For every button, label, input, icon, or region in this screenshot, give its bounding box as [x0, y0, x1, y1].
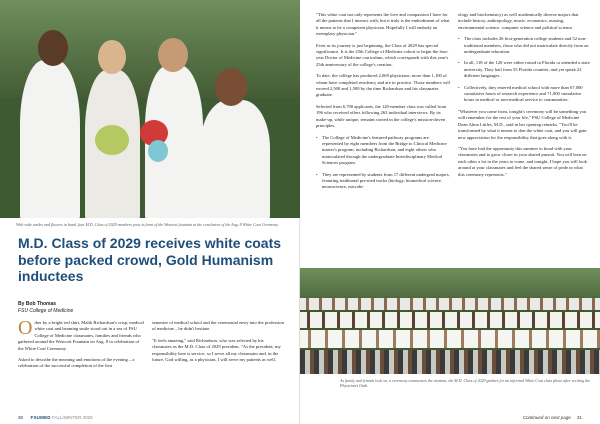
- paragraph: "It feels amazing," said Richardson, who was selected by his classmates as the M.D. Class of 2029 president. "As the president, my responsibility here is service, so I serve all my classmates and, in the future, God willing, as a physician, I will serve my patients as well.: [152, 337, 281, 363]
- right-column-1: [316, 12, 451, 196]
- article-headline: M.D. Class of 2029 receives white coats before packed crowd, Gold Humanism inductees: [18, 235, 282, 284]
- bullet-list: [458, 36, 590, 104]
- paragraph: ther by a bright red shirt, Malik Richardson's crisp, medical white coat and beaming smile stood out in a sea of FSU College of Medicine classmates, families and friends who gathered around the Westcott Fountain on Aug. 8 in celebration of the White Coat Ceremony.: [18, 320, 144, 351]
- left-column-1: [18, 317, 144, 375]
- graduates-photo: [0, 0, 300, 218]
- bullet-item: • The College of Medicine's featured pathway programs are represented by eight members from the Bridge to Clinical Medicine master's program, including Richardson, and eight others who matriculated through the undergraduate Interdisciplinary Medical Sciences program.: [316, 135, 451, 167]
- bullet-item: • In all, 118 of the 120 were either raised in Florida or attended a state university. They hail from 55 Florida counties, and yet speak 22 different languages.: [458, 60, 590, 79]
- right-footer: [523, 415, 582, 420]
- continued-note: Continued on next page: [522, 415, 571, 420]
- paragraph: To date, the college has produced 2,069 physicians; more than 1,100 of whom have completed residency and are in practice. Those numbers will exceed 2,500 and 1,500 by the time Richardson and his classmates graduate.: [316, 73, 450, 98]
- left-footer: [18, 415, 93, 420]
- paragraph: semester of medical school and the ceremonial entry into the profession of medicine – he didn't hesitate.: [152, 320, 284, 332]
- paragraph: "Whatever you come from, tonight's ceremony will be something you will remember for the rest of your life," FSU College of Medicine Dean Alma Littles, M.D., said in her opening remarks. "You'll be transformed by what it means to don the white coat, and you will gain new appreciation for the responsibility that goes along with it.: [458, 108, 587, 140]
- paragraph: Even as its journey is just beginning, the Class of 2029 has special significance. It is the 25th College of Medicine cohort to begin the four-year Doctor of Medicine curriculum, which corresponds with this year's 25th anniversary of the college's creation.: [316, 42, 449, 67]
- paragraph: Asked to describe the meaning and emotions of the evening – a celebration of the successful completion of the first: [18, 357, 135, 369]
- byline-org: FSU College of Medicine: [18, 307, 74, 314]
- byline: [18, 301, 73, 314]
- left-column-2: [152, 320, 284, 368]
- bullet-list: [316, 135, 451, 191]
- class-photo: [300, 268, 600, 374]
- bullet-item: • They are represented by students from 17 different undergrad majors, featuring traditional pre-med tracks (biology, biomedical science, neuroscience, microbi-: [316, 172, 451, 191]
- issue-label: FALL/WINTER 2025: [52, 415, 93, 420]
- bullet-item: • The class includes 26 first-generation college students and 52 non-traditional members, those who did not matriculate directly from an undergraduate education.: [458, 36, 590, 55]
- magazine-title: FSUMED: [30, 415, 51, 420]
- photo-caption: With wide smiles and flowers in hand, four M.D. Class of 2029 members pose in front of the Westcott fountain at the conclusion of the Aug. 8 White Coat Ceremony.: [16, 222, 279, 227]
- paragraph: "This white coat not only represents the love and compassion I have for all the patients that I interact with, but it truly is the embodiment of what it means to be a competent physician. Hopefully I will embody an exemplary physician.": [316, 12, 450, 37]
- right-page: [300, 0, 600, 424]
- right-column-2: [458, 12, 590, 183]
- byline-author: By Bob Thomas: [18, 301, 57, 307]
- page-number: 30: [18, 415, 24, 420]
- page-number: 31: [576, 415, 582, 420]
- drop-cap: O: [18, 317, 33, 339]
- photo-caption: As family and friends look on, a ceremony commences the moment, the M.D. Class of 2029 gathers for an informal White Coat class photo after reciting the Physician's Oath.: [340, 378, 590, 388]
- paragraph: "You have had the opportunity this summer to bond with your classmates and to grow closer in your shared pursuit. You will lean on each other a lot in the years to come, and tonight, I hope you will look around at your classmates and feel the shared sense of pride in what this ceremony represents.": [458, 145, 587, 177]
- bullet-item: • Collectively, they entered medical school with more than 67,000 cumulative hours of research experience and 71,000 cumulative hours in medical or non-medical service to communities.: [458, 85, 590, 104]
- paragraph: Selected from 6,700 applicants, the 120-member class was culled from 196 who received offers following 263 individual interviews. By its make-up, while unique, remains rooted in the college's mission-driven principles.: [316, 103, 447, 129]
- paragraph: ology and biochemistry) as well academically diverse majors that include history, anthropology, music, economics, nursing, environmental science, computer science and political science.: [458, 12, 579, 30]
